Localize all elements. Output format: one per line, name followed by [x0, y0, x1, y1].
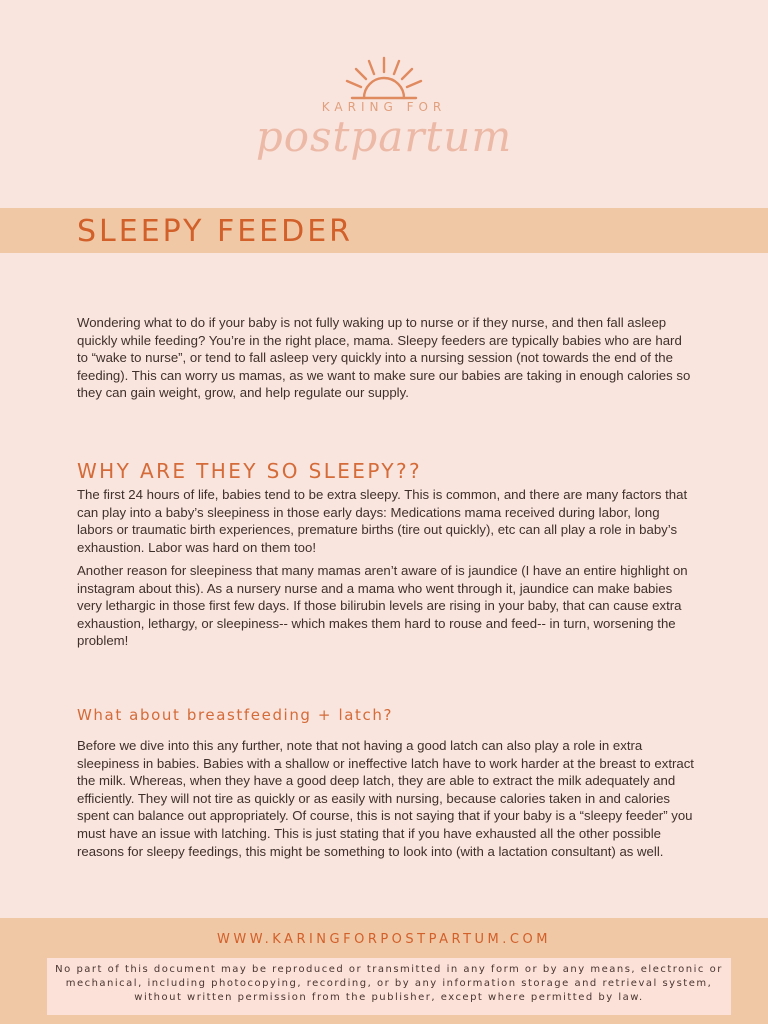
brand-name-script: postpartum	[255, 112, 513, 161]
copyright-disclaimer: No part of this document may be reproduced or transmitted in any form or by any means, electronic or mechanical, including photocopying, recording, or by any information storage and retrieval system, without written permission from the publisher, except where permitted by law.	[47, 958, 731, 1015]
section-heading-latch: What about breastfeeding + latch?	[77, 706, 394, 724]
brand-name-top: KARING FOR	[321, 100, 447, 114]
section-heading-why-sleepy: WHY ARE THEY SO SLEEPY??	[77, 459, 423, 483]
page-title: SLEEPY FEEDER	[77, 214, 354, 249]
footer	[0, 918, 768, 1024]
website-url[interactable]: WWW.KARINGFORPOSTPARTUM.COM	[217, 932, 551, 947]
sun-icon	[324, 52, 444, 102]
intro-paragraph: Wondering what to do if your baby is not fully waking up to nurse or if they nurse, and then fall asleep quickly while feeding? You’re in the right place, mama. Sleepy feeders are typically babies who are hard to “wake to nurse”, or tend to fall asleep very quickly into a nursing session (not towards the end of the feeding). This can worry us mamas, as we want to make sure our babies are taking in enough calories so they can gain weight, grow, and help regulate our supply.	[77, 315, 691, 401]
why-sleepy-paragraph-1: The first 24 hours of life, babies tend to be extra sleepy. This is common, and there are many factors that can play into a baby’s sleepiness in those early days: Medications mama received during labor, long labors or traumatic birth experiences, premature births (tire out quickly), etc can all play a role in baby’s exhaustion. Labor was hard on them too!	[77, 487, 688, 555]
why-sleepy-paragraph-2: Another reason for sleepiness that many mamas aren’t aware of is jaundice (I have an entire highlight on instagram about this). As a nursery nurse and a mama who went through it, jaundice can make babies very lethargic in those first few days. If those bilirubin levels are rising in your baby, that can cause extra exhaustion, lethargy, or sleepiness-- which makes them hard to rouse and feed-- in turn, worsening the problem!	[77, 563, 688, 649]
latch-paragraph: Before we dive into this any further, note that not having a good latch can also play a role in extra sleepiness in babies. Babies with a shallow or ineffective latch have to work harder at the breast to extract the milk. Whereas, when they have a good deep latch, they are able to extract the milk adequately and efficiently. They will not tire as quickly or as easily with nursing, because calories taken in and calories spent can balance out appropriately. Of course, this is not saying that if your baby is a “sleepy feeder” you must have an issue with latching. This is just stating that if you have exhausted all the other possible reasons for sleepy feedings, this might be something to look into (with a lactation consultant) as well.	[77, 738, 694, 859]
title-band	[0, 208, 768, 253]
